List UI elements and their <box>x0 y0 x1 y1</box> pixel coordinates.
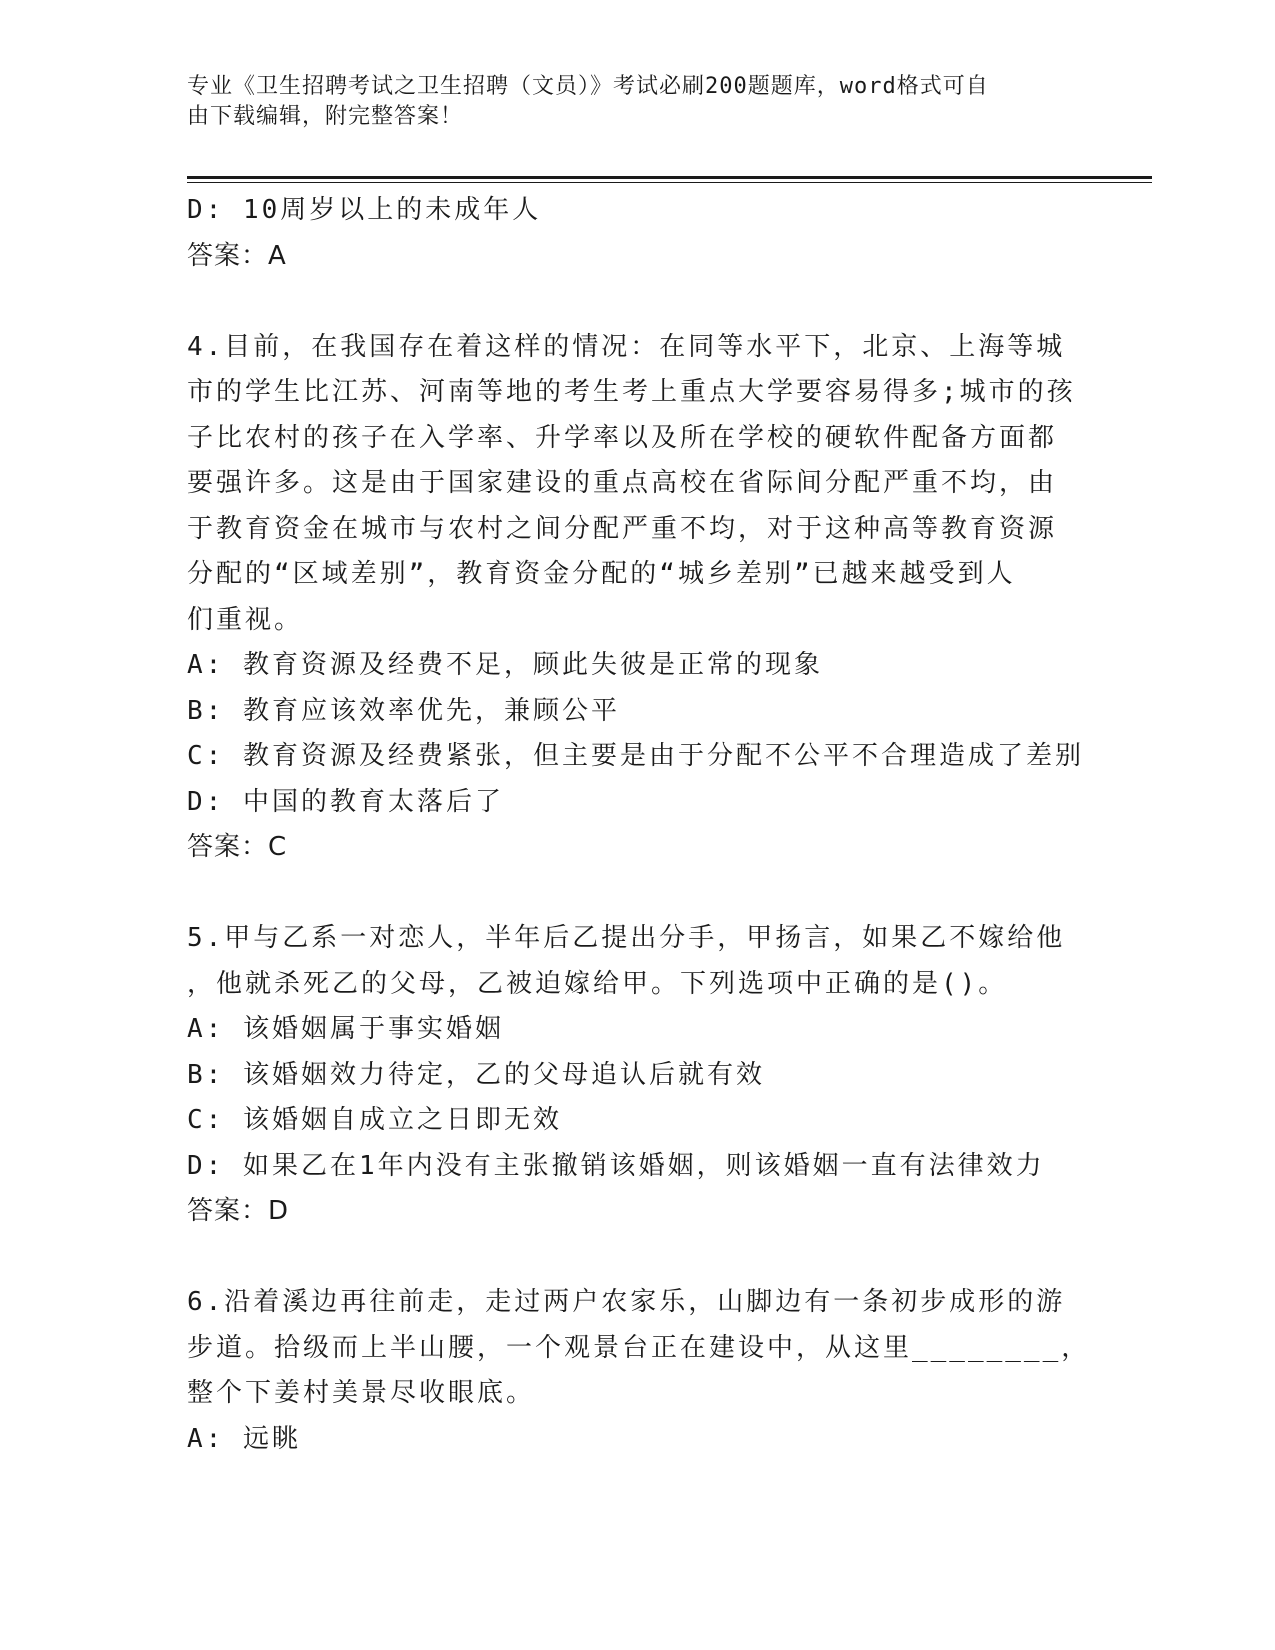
option-d: D: 如果乙在1年内没有主张撤销该婚姻，则该婚姻一直有法律效力 <box>187 1150 1045 1181</box>
question-text-line: 4.目前，在我国存在着这样的情况：在同等水平下，北京、上海等城 <box>187 331 1066 362</box>
header-rule-thin <box>187 182 1152 183</box>
question-text-line: 们重视。 <box>187 604 304 635</box>
answer: 答案：A <box>187 240 287 271</box>
question-text-line: 子比农村的孩子在入学率、升学率以及所在学校的硬软件配备方面都 <box>187 422 1058 453</box>
question-4 <box>187 325 1087 871</box>
option-a: A: 该婚姻属于事实婚姻 <box>187 1014 504 1044</box>
option-b: B: 教育应该效率优先，兼顾公平 <box>187 695 620 726</box>
question-text-line: 要强许多。这是由于国家建设的重点高校在省际间分配严重不均，由 <box>187 468 1058 498</box>
spacer <box>187 871 1087 917</box>
question-text-line: 分配的“区域差别”，教育资金分配的“城乡差别”已越来越受到人 <box>187 559 1016 589</box>
previous-question <box>187 188 1087 279</box>
answer: 答案：D <box>187 1196 290 1226</box>
page-header <box>187 72 1067 132</box>
option-d: D: 10周岁以上的未成年人 <box>187 195 542 225</box>
option-a: A: 远眺 <box>187 1423 301 1454</box>
spacer <box>187 279 1087 325</box>
question-6 <box>187 1280 1091 1462</box>
question-text-line: 于教育资金在城市与农村之间分配严重不均，对于这种高等教育资源 <box>187 513 1058 544</box>
question-text-line: 5.甲与乙系一对恋人，半年后乙提出分手，甲扬言，如果乙不嫁给他 <box>187 923 1066 953</box>
document-body <box>187 188 1091 1462</box>
option-c: C: 该婚姻自成立之日即无效 <box>187 1105 562 1135</box>
spacer <box>187 1235 1087 1281</box>
question-5 <box>187 916 1087 1235</box>
header-line-1: 专业《卫生招聘考试之卫生招聘（文员）》考试必刷200题题库，word格式可自 <box>187 74 989 99</box>
question-text-line: 步道。拾级而上半山腰，一个观景台正在建设中，从这里________， <box>187 1332 1091 1363</box>
option-b: B: 该婚姻效力待定，乙的父母追认后就有效 <box>187 1059 765 1090</box>
option-d: D: 中国的教育太落后了 <box>187 786 504 817</box>
header-line-2: 由下载编辑，附完整答案！ <box>187 104 464 129</box>
header-rule-thick <box>187 176 1152 179</box>
question-text-line: ，他就杀死乙的父母，乙被迫嫁给甲。下列选项中正确的是()。 <box>187 968 1008 999</box>
answer: 答案：C <box>187 832 288 862</box>
option-a: A: 教育资源及经费不足，顾此失彼是正常的现象 <box>187 650 823 680</box>
question-text-line: 市的学生比江苏、河南等地的考生考上重点大学要容易得多;城市的孩 <box>187 377 1076 407</box>
question-text-line: 整个下姜村美景尽收眼底。 <box>187 1378 536 1408</box>
option-c: C: 教育资源及经费紧张，但主要是由于分配不公平不合理造成了差别 <box>187 741 1084 771</box>
question-text-line: 6.沿着溪边再往前走，走过两户农家乐，山脚边有一条初步成形的游 <box>187 1287 1066 1317</box>
